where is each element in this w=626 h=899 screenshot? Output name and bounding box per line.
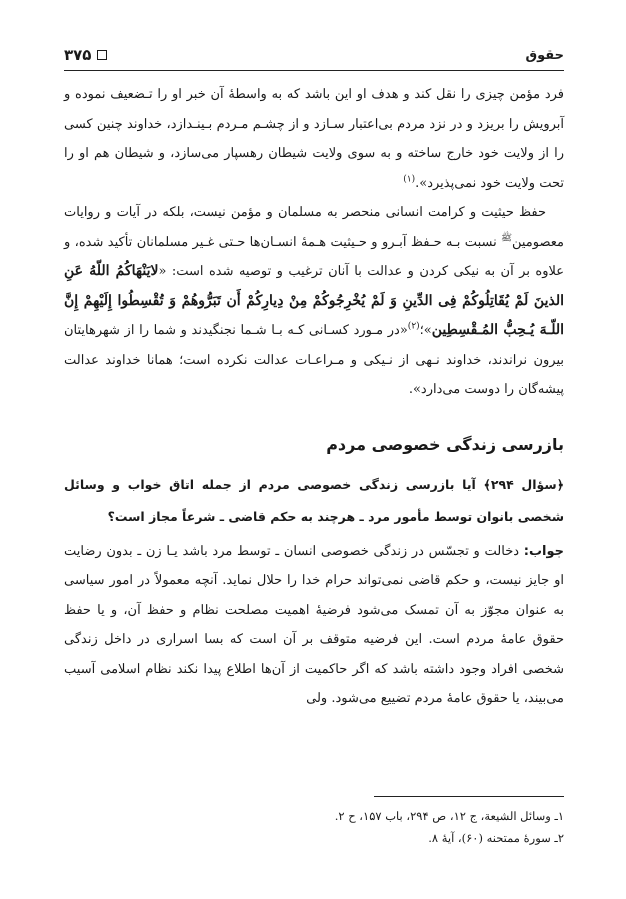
footnote-ref-1: (۱)	[403, 174, 416, 185]
square-bullet-icon	[97, 50, 107, 60]
question-294	[64, 469, 564, 533]
section-heading: بازرسی زندگی خصوصی مردم	[326, 434, 564, 454]
paragraph-2-text-b: نسبت بـه حـفظ آبـرو و حـیثیت هـمهٔ انسـان‌ها حـتی غـیر مسلمانان تأکید شده، و علاوه بر آن به نیکی کردن و عدالت با آنان ترغیب و توصیه شده است: «	[64, 234, 564, 279]
footnote-rule	[374, 796, 564, 797]
salawat-glyph: ﷺ	[501, 233, 512, 244]
page-number: ۳۷۵	[64, 46, 92, 64]
footnote-2: ۲ـ سورهٔ ممتحنه (۶۰)، آیهٔ ۸.	[428, 831, 564, 845]
question-text: آیا بازرسی زندگی خصوصی مردم از جمله اتاق خواب و وسائل شخصی بانوان توسط مأمور مرد ـ هرچند به حکم قاضی ـ شرعاً مجاز است؟	[64, 476, 564, 524]
footnote-ref-2: (۲)	[407, 321, 420, 332]
footnotes	[64, 796, 564, 849]
paragraph-1	[64, 80, 564, 198]
question-label: ﴿سؤال ۲۹۴﴾	[483, 476, 565, 492]
page-header	[64, 46, 564, 70]
paragraph-2-text-d: «در مـورد کسـانی کـه بـا شـما نجنگیدند و شما را از شهرهایتان بیرون نراندند، خداوند نـهی از نـیکی و مـراعـات عدالت نکرده است؛ همانا خداوند عدالت پیشه‌گان را دوست می‌دارد».	[64, 323, 564, 397]
paragraph-1-text: فرد مؤمن چیزی را نقل کند و هدف او این باشد که به واسطهٔ آن خبر او را تـضعیف نموده و آبرویش را بریزد و در نزد مردم بی‌اعتبار سـازد و از چشـم مـردم بـینـدازد، خداوند چنین کسی را از ولایت خود خارج ساخته و به سوی ولایت شیطان رهسپار می‌سازد، و شیطان هم او را تحت ولایت خود نمی‌پذیرد».	[64, 87, 564, 191]
page-number-group	[64, 46, 107, 64]
answer-text: دخالت و تجسّس در زندگی خصوصی انسان ـ توسط مرد باشد یـا زن ـ بدون رضایت او جایز نیست، و حکم قاضی نمی‌تواند حرام خدا را حلال نماید. آنچه معمولاً در امور سیاسی به عنوان مجوّز به آن تمسک می‌شود فرضیهٔ اهمیت مصلحت نظام و حفظ آن، و یا حفظ حقوق عامهٔ مردم است. این فرضیه متوقف بر آن است که بسا اسراری در داخل زندگی شخصی افراد وجود داشته باشد که اگر حاکمیت از آن‌ها اطلاع پیدا نکند نظام اسلامی آسیب می‌بیند، یا حقوق عامهٔ مردم تضییع می‌شود. ولی	[64, 543, 564, 706]
paragraph-2-text-a: حفظ حیثیت و کرامت انسانی منحصر به مسلمان و مؤمن نیست، بلکه در آیات و روایات معصومین	[64, 205, 564, 250]
paragraph-2	[64, 198, 564, 405]
answer-label: جواب:	[523, 543, 564, 559]
header-rule	[64, 70, 564, 71]
answer-paragraph	[64, 537, 564, 714]
quran-verse: لایَنْهَاكُمُ اللّهُ عَنِ الذینَ لَمْ يُقَاتِلُوكُمْ فِى الدِّينِ وَ لَمْ يُخْرِجُوكُمْ مِنْ دِيارِكُمْ أَن تَبَرُّوهُمْ وَ تُقْسِطُوا إِلَيْهِمْ إِنَّ اللّـهَ يُـحِبُّ المُـقْسِطِين	[64, 263, 564, 338]
running-title: حقوق	[525, 48, 564, 63]
body-text	[64, 80, 564, 714]
paragraph-2-text-c: »؛	[419, 323, 432, 338]
footnote-1: ۱ـ وسائل الشیعة، ج ۱۲، ص ۲۹۴، باب ۱۵۷، ح ۲.	[334, 809, 564, 823]
